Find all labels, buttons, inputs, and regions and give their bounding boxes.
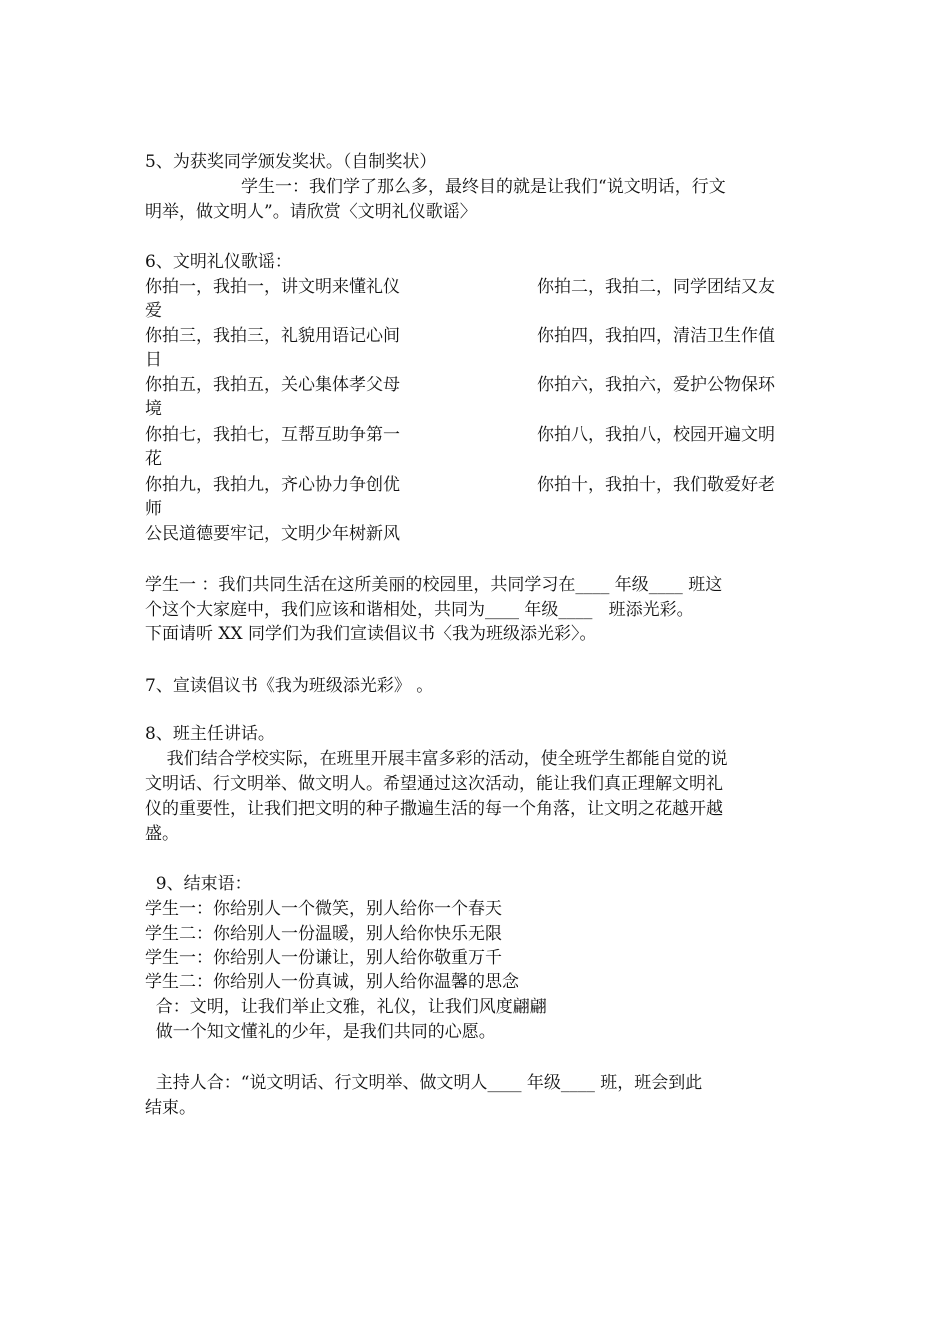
rhyme-row-4-left: 你拍七，我拍七，互帮互助争第一 bbox=[145, 425, 400, 445]
student-intro-line-1: 学生一 ：我们共同生活在这所美丽的校园里，共同学习在____ 年级____ 班这 bbox=[145, 575, 723, 595]
section-5-heading: 5、为获奖同学颁发奖状。（自制奖状） bbox=[145, 152, 437, 172]
section-9-heading: 9、结束语： bbox=[145, 874, 252, 894]
closing-line-6: 做一个知文懂礼的少年，是我们共同的心愿。 bbox=[145, 1022, 496, 1042]
rhyme-row-4-wrap: 花 bbox=[145, 449, 162, 469]
rhyme-row-1-wrap: 爱 bbox=[145, 301, 162, 321]
section-5-speech-line-1: 学生一：我们学了那么多，最终目的就是让我们“说文明话，行文 bbox=[241, 177, 726, 197]
section-8-paragraph-line-2: 文明话、行文明举、做文明人。希望通过这次活动，能让我们真正理解文明礼 bbox=[145, 774, 723, 794]
section-7-heading: 7、宣读倡议书《我为班级添光彩》 。 bbox=[145, 676, 434, 696]
rhyme-row-3-wrap: 境 bbox=[145, 399, 162, 419]
rhyme-row-2-left: 你拍三，我拍三，礼貌用语记心间 bbox=[145, 326, 400, 346]
student-intro-line-2: 个这个大家庭中，我们应该和谐相处，共同为____ 年级____ 班添光彩。 bbox=[145, 600, 694, 620]
rhyme-row-5-wrap: 师 bbox=[145, 499, 162, 519]
student-intro-line-3: 下面请听 XX 同学们为我们宣读倡议书〈我为班级添光彩〉。 bbox=[145, 624, 597, 644]
host-line-2: 结束。 bbox=[145, 1098, 196, 1118]
section-8-paragraph-line-4: 盛。 bbox=[145, 824, 179, 844]
section-8-heading: 8、班主任讲话。 bbox=[145, 724, 275, 744]
section-6-heading: 6、文明礼仪歌谣： bbox=[145, 252, 292, 272]
closing-line-4: 学生二：你给别人一份真诚，别人给你温馨的思念 bbox=[145, 972, 519, 992]
rhyme-row-4-right: 你拍八，我拍八，校园开遍文明 bbox=[537, 425, 775, 445]
rhyme-row-2-wrap: 日 bbox=[145, 350, 162, 370]
host-line-1: 主持人合：“说文明话、行文明举、做文明人____ 年级____ 班，班会到此 bbox=[145, 1073, 703, 1093]
rhyme-row-5-right: 你拍十，我拍十，我们敬爱好老 bbox=[537, 475, 775, 495]
closing-line-3: 学生一：你给别人一份谦让，别人给你敬重万千 bbox=[145, 948, 502, 968]
rhyme-row-3-right: 你拍六，我拍六，爱护公物保环 bbox=[537, 375, 775, 395]
closing-line-2: 学生二：你给别人一份温暖，别人给你快乐无限 bbox=[145, 924, 502, 944]
section-8-paragraph-line-3: 仪的重要性，让我们把文明的种子撒遍生活的每一个角落，让文明之花越开越 bbox=[145, 799, 723, 819]
closing-line-1: 学生一：你给别人一个微笑，别人给你一个春天 bbox=[145, 899, 502, 919]
rhyme-row-1-right: 你拍二，我拍二，同学团结又友 bbox=[537, 277, 775, 297]
rhyme-row-2-right: 你拍四，我拍四，清洁卫生作值 bbox=[537, 326, 775, 346]
rhyme-row-3-left: 你拍五，我拍五，关心集体孝父母 bbox=[145, 375, 400, 395]
section-5-speech-line-2: 明举，做文明人”。请欣赏〈文明礼仪歌谣〉 bbox=[145, 202, 477, 222]
closing-line-5: 合：文明，让我们举止文雅，礼仪，让我们风度翩翩 bbox=[145, 997, 547, 1017]
section-8-paragraph-line-1: 我们结合学校实际，在班里开展丰富多彩的活动，使全班学生都能自觉的说 bbox=[145, 749, 728, 769]
rhyme-row-5-left: 你拍九，我拍九，齐心协力争创优 bbox=[145, 475, 400, 495]
rhyme-row-1-left: 你拍一，我拍一，讲文明来懂礼仪 bbox=[145, 277, 400, 297]
rhyme-closing: 公民道德要牢记，文明少年树新风 bbox=[145, 524, 400, 544]
